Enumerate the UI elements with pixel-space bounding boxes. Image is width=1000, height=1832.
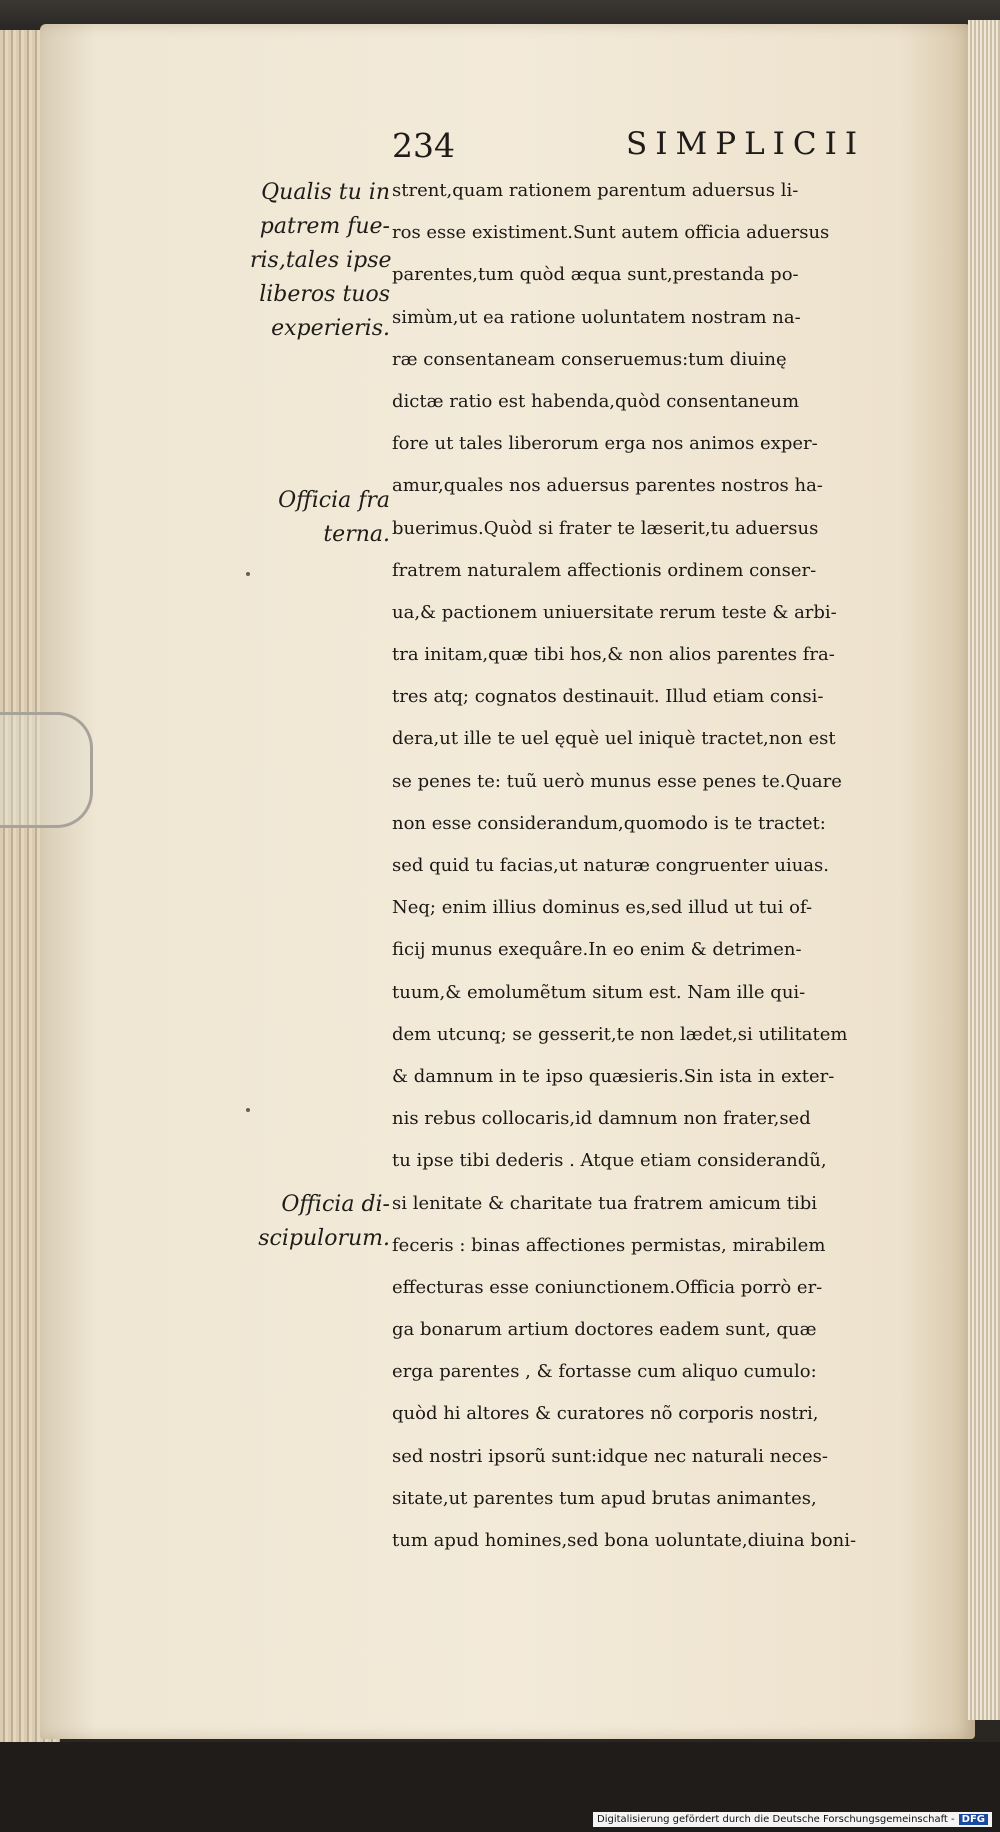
margin-note-1 [250, 176, 390, 346]
text-line: ga bonarum artium doctores eadem sunt, quæ [392, 1319, 817, 1341]
margin-note-line: terna. [323, 522, 390, 547]
text-line: amur,quales nos aduersus parentes nostros ha- [392, 475, 823, 497]
margin-note-line: Officia di- [281, 1192, 390, 1217]
margin-note-2 [244, 484, 390, 552]
text-line: strent,quam rationem parentum aduersus li- [392, 180, 799, 201]
text-line: tra initam,quæ tibi hos,& non alios parentes fra- [392, 644, 835, 666]
text-line: nis rebus collocaris,id damnum non frater,sed [392, 1108, 811, 1130]
text-line: ræ consentaneam conseruemus:tum diuinę [392, 348, 787, 370]
text-line: dem utcunq; se gesserit,te non lædet,si utilitatem [392, 1023, 848, 1045]
text-line: fore ut tales liberorum erga nos animos exper- [392, 433, 818, 455]
margin-note-line: Qualis tu in [261, 180, 390, 205]
paper-speck [246, 572, 250, 576]
margin-note-line: Officia fra [278, 488, 390, 513]
digitization-credit [593, 1812, 992, 1827]
margin-note-line: ris,tales ipse [250, 248, 392, 273]
text-line: quòd hi altores & curatores nõ corporis nostri, [392, 1403, 819, 1425]
page-clip [0, 712, 93, 828]
text-line: parentes,tum quòd æqua sunt,prestanda po- [392, 264, 799, 286]
margin-note-line: experieris. [271, 316, 390, 341]
margin-note-line: liberos tuos [259, 282, 390, 307]
text-line: effecturas esse coniunctionem.Officia porrò er- [392, 1276, 823, 1298]
text-line: si lenitate & charitate tua fratrem amicum tibi [392, 1192, 817, 1214]
text-line: ua,& pactionem uniuersitate rerum teste & arbi- [392, 601, 837, 623]
margin-note-3 [238, 1188, 390, 1256]
text-line: simùm,ut ea ratione uoluntatem nostram na- [392, 306, 801, 328]
text-line: non esse considerandum,quomodo is te tractet: [392, 812, 826, 834]
text-line: sed quid tu facias,ut naturæ congruenter uiuas. [392, 855, 829, 876]
text-line: dictæ ratio est habenda,quòd consentaneum [392, 390, 800, 412]
text-line: tres atq; cognatos destinauit. Illud etiam consi- [392, 686, 824, 708]
text-line: ros esse existiment.Sunt autem officia aduersus [392, 222, 830, 244]
text-line: fratrem naturalem affectionis ordinem conser- [392, 559, 817, 581]
dfg-logo: DFG [959, 1814, 988, 1825]
credit-text: Digitalisierung gefördert durch die Deutsche Forschungsgemeinschaft - [597, 1814, 955, 1825]
running-title: SIMPLICII [626, 126, 866, 162]
text-line: buerimus.Quòd si frater te læserit,tu aduersus [392, 517, 819, 539]
text-line: dera,ut ille te uel ęquè uel iniquè tractet,non est [392, 728, 836, 750]
margin-note-line: scipulorum. [258, 1226, 390, 1251]
text-line: & damnum in te ipso quæsieris.Sin ista in exter- [392, 1065, 835, 1087]
page-number: 234 [392, 126, 455, 165]
text-line: tu ipse tibi dederis . Atque etiam considerandũ, [392, 1150, 827, 1172]
text-line: ficij munus exequâre.In eo enim & detrimen- [392, 939, 802, 961]
text-line: sitate,ut parentes tum apud brutas animantes, [392, 1487, 817, 1509]
text-line: Neq; enim illius dominus es,sed illud ut tui of- [392, 897, 813, 919]
text-line: sed nostri ipsorũ sunt:idque nec naturali neces- [392, 1445, 828, 1467]
paper-speck [246, 1108, 250, 1112]
text-line: tum apud homines,sed bona uoluntate,diuina boni- [392, 1530, 857, 1551]
text-line: tuum,& emolumẽtum situm est. Nam ille qui- [392, 981, 806, 1003]
text-line: erga parentes , & fortasse cum aliquo cumulo: [392, 1361, 817, 1383]
text-line: se penes te: tuũ uerò munus esse penes te.Quare [392, 770, 842, 792]
margin-note-line: patrem fue- [259, 214, 390, 239]
text-line: feceris : binas affectiones permistas, mirabilem [392, 1234, 826, 1256]
body-text [392, 170, 992, 1562]
